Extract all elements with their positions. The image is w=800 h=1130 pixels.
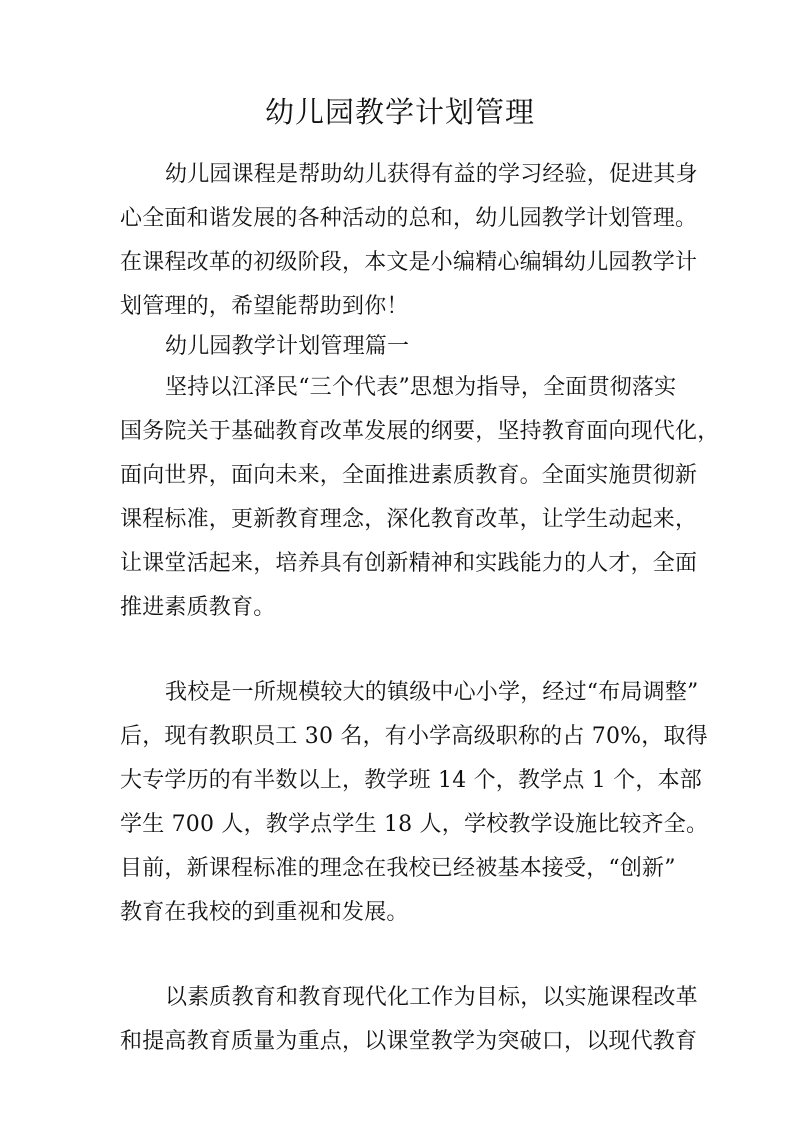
paragraph-4-line-1: 以素质教育和教育现代化工作为目标，以实施课程改革 (165, 985, 698, 1010)
paragraph-1-line-4: 划管理的，希望能帮助到你！ (120, 294, 409, 319)
section-heading: 幼儿园教学计划管理篇一 (165, 334, 410, 359)
paragraph-2-line-2: 国务院关于基础教育改革发展的纲要，坚持教育面向现代化， (120, 419, 720, 444)
paragraph-3-line-5: 目前，新课程标准的理念在我校已经被基本接受，“创新” (120, 856, 676, 881)
paragraph-2-line-4: 课程标准，更新教育理念，深化教育改革，让学生动起来， (120, 507, 698, 532)
paragraph-3-line-2: 后，现有教职员工 30 名，有小学高级职称的占 70%，取得 (120, 724, 708, 749)
paragraph-4-line-2: 和提高教育质量为重点，以课堂教学为突破口，以现代教育 (120, 1029, 698, 1054)
paragraph-2-line-3: 面向世界，面向未来，全面推进素质教育。全面实施贯彻新 (120, 463, 698, 488)
paragraph-2-line-6: 推进素质教育。 (120, 595, 276, 620)
paragraph-3-line-6: 教育在我校的到重视和发展。 (120, 900, 409, 925)
paragraph-2-line-5: 让课堂活起来，培养具有创新精神和实践能力的人才，全面 (120, 551, 698, 576)
paragraph-1-line-1: 幼儿园课程是帮助幼儿获得有益的学习经验，促进其身 (165, 162, 698, 187)
paragraph-3-line-3: 大专学历的有半数以上，教学班 14 个，教学点 1 个，本部 (120, 768, 702, 793)
paragraph-2-line-1: 坚持以江泽民“三个代表”思想为指导，全面贯彻落实 (165, 375, 677, 400)
paragraph-3-line-4: 学生 700 人，教学点学生 18 人，学校教学设施比较齐全。 (120, 812, 709, 837)
paragraph-3-line-1: 我校是一所规模较大的镇级中心小学，经过“布局调整” (165, 680, 699, 705)
paragraph-1-line-3: 在课程改革的初级阶段，本文是小编精心编辑幼儿园教学计 (120, 250, 698, 275)
paragraph-1-line-2: 心全面和谐发展的各种活动的总和，幼儿园教学计划管理。 (120, 206, 698, 231)
document-title: 幼儿园教学计划管理 (264, 95, 535, 129)
